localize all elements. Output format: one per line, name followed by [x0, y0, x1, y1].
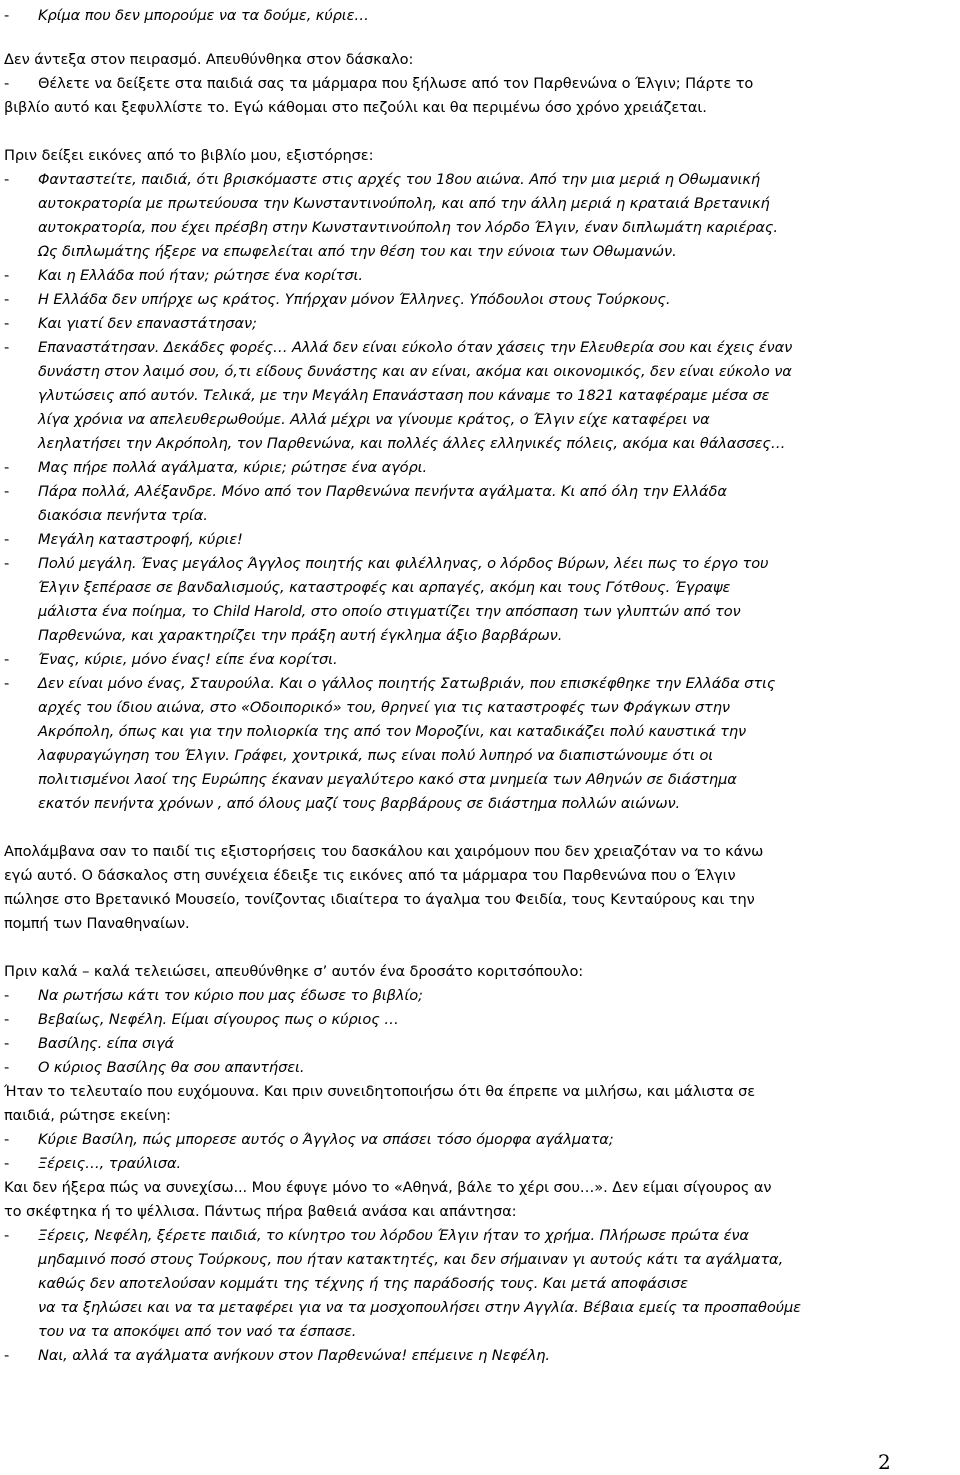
line-text: Ο κύριος Βασίλης θα σου απαντήσει.	[38, 1059, 305, 1076]
dialogue-dash: -	[4, 555, 10, 572]
line-text: Θέλετε να δείξετε στα παιδιά σας τα μάρμαρα που ξήλωσε από τον Παρθενώνα ο Έλγιν; Πάρτε το	[38, 75, 754, 92]
line-text: παιδιά, ρώτησε εκείνη:	[4, 1107, 171, 1124]
dialogue-dash: -	[4, 171, 10, 188]
line-text: Έλγιν ξεπέρασε σε βανδαλισμούς, καταστροφές και αρπαγές, ακόμη και τους Γότθους. Έγραψε	[38, 579, 731, 596]
line-text: αυτοκρατορία, που έχει πρέσβη στην Κωνσταντινούπολη τον λόρδο Έλγιν, έναν διπλωμάτη καριέρας.	[38, 219, 778, 236]
line-text: εγώ αυτό. Ο δάσκαλος στη συνέχεια έδειξε τις εικόνες από τα μάρμαρα του Παρθενώνα που ο Έλγιν	[4, 867, 736, 884]
line-text: Κρίμα που δεν μπορούμε να τα δούμε, κύριε…	[38, 7, 369, 24]
dialogue-dash: -	[4, 1131, 10, 1148]
line-text: Πριν καλά – καλά τελειώσει, απευθύνθηκε σ’ αυτόν ένα δροσάτο κοριτσόπουλο:	[4, 963, 584, 980]
line-text: Και δεν ήξερα πώς να συνεχίσω... Μου έφυγε μόνο το «Αθηνά, βάλε το χέρι σου…». Δεν είμαι σίγουρος αν	[4, 1179, 772, 1196]
line-text: λεηλατήσει την Ακρόπολη, τον Παρθενώνα, και πολλές άλλες ελληνικές πόλεις, ακόμα και θάλασσες…	[38, 435, 786, 452]
line-text: Ναι, αλλά τα αγάλματα ανήκουν στον Παρθενώνα! επέμεινε η Νεφέλη.	[38, 1347, 550, 1364]
line-text: Βασίλης. είπα σιγά	[38, 1035, 175, 1052]
line-text: εκατόν πενήντα χρόνων , από όλους μαζί τους βαρβάρους σε διάστημα πολλών αιώνων.	[38, 795, 681, 812]
line-text: Μας πήρε πολλά αγάλματα, κύριε; ρώτησε ένα αγόρι.	[38, 459, 428, 476]
line-text: Ήταν το τελευταίο που ευχόμουνα. Και πριν συνειδητοποιήσω ότι θα έπρεπε να μιλήσω, και μάλιστα σε	[4, 1083, 756, 1100]
line-text: διακόσια πενήντα τρία.	[38, 507, 208, 524]
line-text: Να ρωτήσω κάτι τον κύριο που μας έδωσε το βιβλίο;	[38, 987, 423, 1004]
line-text: Δεν είναι μόνο ένας, Σταυρούλα. Και ο γάλλος ποιητής Σατωβριάν, που επισκέφθηκε την Ελλάδα στις	[38, 675, 776, 692]
line-text: καθώς δεν αποτελούσαν κομμάτι της τέχνης ή της παράδοσής τους. Και μετά αποφάσισε	[38, 1275, 688, 1292]
line-text: να τα ξηλώσει και να τα μεταφέρει για να τα μοσχοπουλήσει στην Αγγλία. Βέβαια εμείς τα προσπαθούμε	[38, 1299, 801, 1316]
dialogue-dash: -	[4, 483, 10, 500]
line-text: γλυτώσεις από αυτόν. Τελικά, με την Μεγάλη Επανάσταση που κάναμε το 1821 καταφέραμε μέσα σε	[38, 387, 770, 404]
line-text: Και η Ελλάδα πού ήταν; ρώτησε ένα κορίτσι.	[38, 267, 363, 284]
line-text: Απολάμβανα σαν το παιδί τις εξιστορήσεις του δασκάλου και χαιρόμουν που δεν χρειαζόταν να το κάνω	[4, 843, 764, 860]
dialogue-dash: -	[4, 675, 10, 692]
line-text: δυνάστη στον λαιμό σου, ό,τι είδους δυνάστης και αν είναι, ακόμα και οικονομικός, δεν είναι εύκολο να	[38, 363, 792, 380]
line-text: Βεβαίως, Νεφέλη. Είμαι σίγουρος πως ο κύριος …	[38, 1011, 399, 1028]
line-text: αρχές του ίδιου αιώνα, στο «Οδοιπορικό» του, θρηνεί για τις καταστροφές των Φράγκων στην	[38, 699, 730, 716]
line-text: μάλιστα ένα ποίημα, το Child Harold, στο οποίο στιγματίζει την απόσπαση των γλυπτών από τον	[38, 603, 741, 620]
line-text: λαφυραγώγηση του Έλγιν. Γράφει, χοντρικά, πως είναι πολύ λυπηρό να διαπιστώνουμε ότι οι	[38, 747, 714, 764]
line-text: Πολύ μεγάλη. Ένας μεγάλος Άγγλος ποιητής και φιλέλληνας, ο λόρδος Βύρων, λέει πως το έργο του	[38, 555, 769, 572]
dialogue-dash: -	[4, 1227, 10, 1244]
line-text: Ξέρεις…, τραύλισα.	[38, 1155, 182, 1172]
line-text: Ακρόπολη, όπως και για την πολιορκία της από τον Μοροζίνι, και καταδικάζει πολύ καυστικά την	[38, 723, 747, 740]
dialogue-dash: -	[4, 315, 10, 332]
line-text: Επαναστάτησαν. Δεκάδες φορές… Αλλά δεν είναι εύκολο όταν χάσεις την Ελευθερία σου και έχεις έναν	[38, 339, 793, 356]
dialogue-dash: -	[4, 291, 10, 308]
line-text: Κύριε Βασίλη, πώς μπορεσε αυτός ο Άγγλος να σπάσει τόσο όμορφα αγάλματα;	[38, 1131, 614, 1148]
line-text: του να τα αποκόψει από τον ναό τα έσπασε.	[38, 1323, 357, 1340]
dialogue-dash: -	[4, 1347, 10, 1364]
line-text: Ένας, κύριε, μόνο ένας! είπε ένα κορίτσι.	[38, 651, 338, 668]
dialogue-dash: -	[4, 75, 10, 92]
line-text: το σκέφτηκα ή το ψέλλισα. Πάντως πήρα βαθειά ανάσα και απάντησα:	[4, 1203, 517, 1220]
dialogue-dash: -	[4, 339, 10, 356]
line-text: Πριν δείξει εικόνες από το βιβλίο μου, εξιστόρησε:	[4, 147, 374, 164]
line-text: πομπή των Παναθηναίων.	[4, 915, 190, 932]
line-text: Ξέρεις, Νεφέλη, ξέρετε παιδιά, το κίνητρο του λόρδου Έλγιν ήταν το χρήμα. Πλήρωσε πρώτα ένα	[38, 1227, 749, 1244]
dialogue-dash: -	[4, 987, 10, 1004]
line-text: πώλησε στο Βρετανικό Μουσείο, τονίζοντας ιδιαίτερα το άγαλμα του Φειδία, τους Κενταύρους και την	[4, 891, 755, 908]
line-text: Δεν άντεξα στον πειρασμό. Απευθύνθηκα στον δάσκαλο:	[4, 51, 414, 68]
line-text: πολιτισμένοι λαοί της Ευρώπης έκαναν μεγαλύτερο κακό στα μνημεία των Αθηνών σε διάστημα	[38, 771, 737, 788]
dialogue-dash: -	[4, 531, 10, 548]
line-text: Φανταστείτε, παιδιά, ότι βρισκόμαστε στις αρχές του 18ου αιώνα. Από την μια μεριά η Οθωμανική	[38, 171, 760, 188]
line-text: βιβλίο αυτό και ξεφυλλίστε το. Εγώ κάθομαι στο πεζούλι και θα περιμένω όσο χρόνο χρειάζεται.	[4, 99, 707, 116]
line-text: Και γιατί δεν επαναστάτησαν;	[38, 315, 257, 332]
line-text: Πάρα πολλά, Αλέξανδρε. Μόνο από τον Παρθενώνα πενήντα αγάλματα. Κι από όλη την Ελλάδα	[38, 483, 727, 500]
line-text: Η Ελλάδα δεν υπήρχε ως κράτος. Υπήρχαν μόνον Έλληνες. Υπόδουλοι στους Τούρκους.	[38, 291, 671, 308]
dialogue-dash: -	[4, 1059, 10, 1076]
dialogue-dash: -	[4, 651, 10, 668]
dialogue-dash: -	[4, 459, 10, 476]
line-text: Ως διπλωμάτης ήξερε να επωφελείται από την θέση του και την εύνοια των Οθωμανών.	[38, 243, 677, 260]
dialogue-dash: -	[4, 1011, 10, 1028]
dialogue-dash: -	[4, 1155, 10, 1172]
dialogue-dash: -	[4, 1035, 10, 1052]
dialogue-dash: -	[4, 7, 10, 24]
line-text: Παρθενώνα, και χαρακτηρίζει την πράξη αυτή έγκλημα άξιο βαρβάρων.	[38, 627, 563, 644]
line-text: μηδαμινό ποσό στους Τούρκους, που ήταν κατακτητές, και δεν σήμαιναν γι αυτούς κάτι τα αγάλματα,	[38, 1251, 784, 1268]
line-text: λίγα χρόνια να απελευθερωθούμε. Αλλά μέχρι να γίνουμε κράτος, ο Έλγιν είχε καταφέρει να	[38, 411, 710, 428]
dialogue-dash: -	[4, 267, 10, 284]
line-text: Μεγάλη καταστροφή, κύριε!	[38, 531, 243, 548]
page-number: 2	[878, 1450, 891, 1474]
line-text: αυτοκρατορία με πρωτεύουσα την Κωνσταντινούπολη, και από την άλλη μεριά η κραταιά Βρετανική	[38, 195, 770, 212]
